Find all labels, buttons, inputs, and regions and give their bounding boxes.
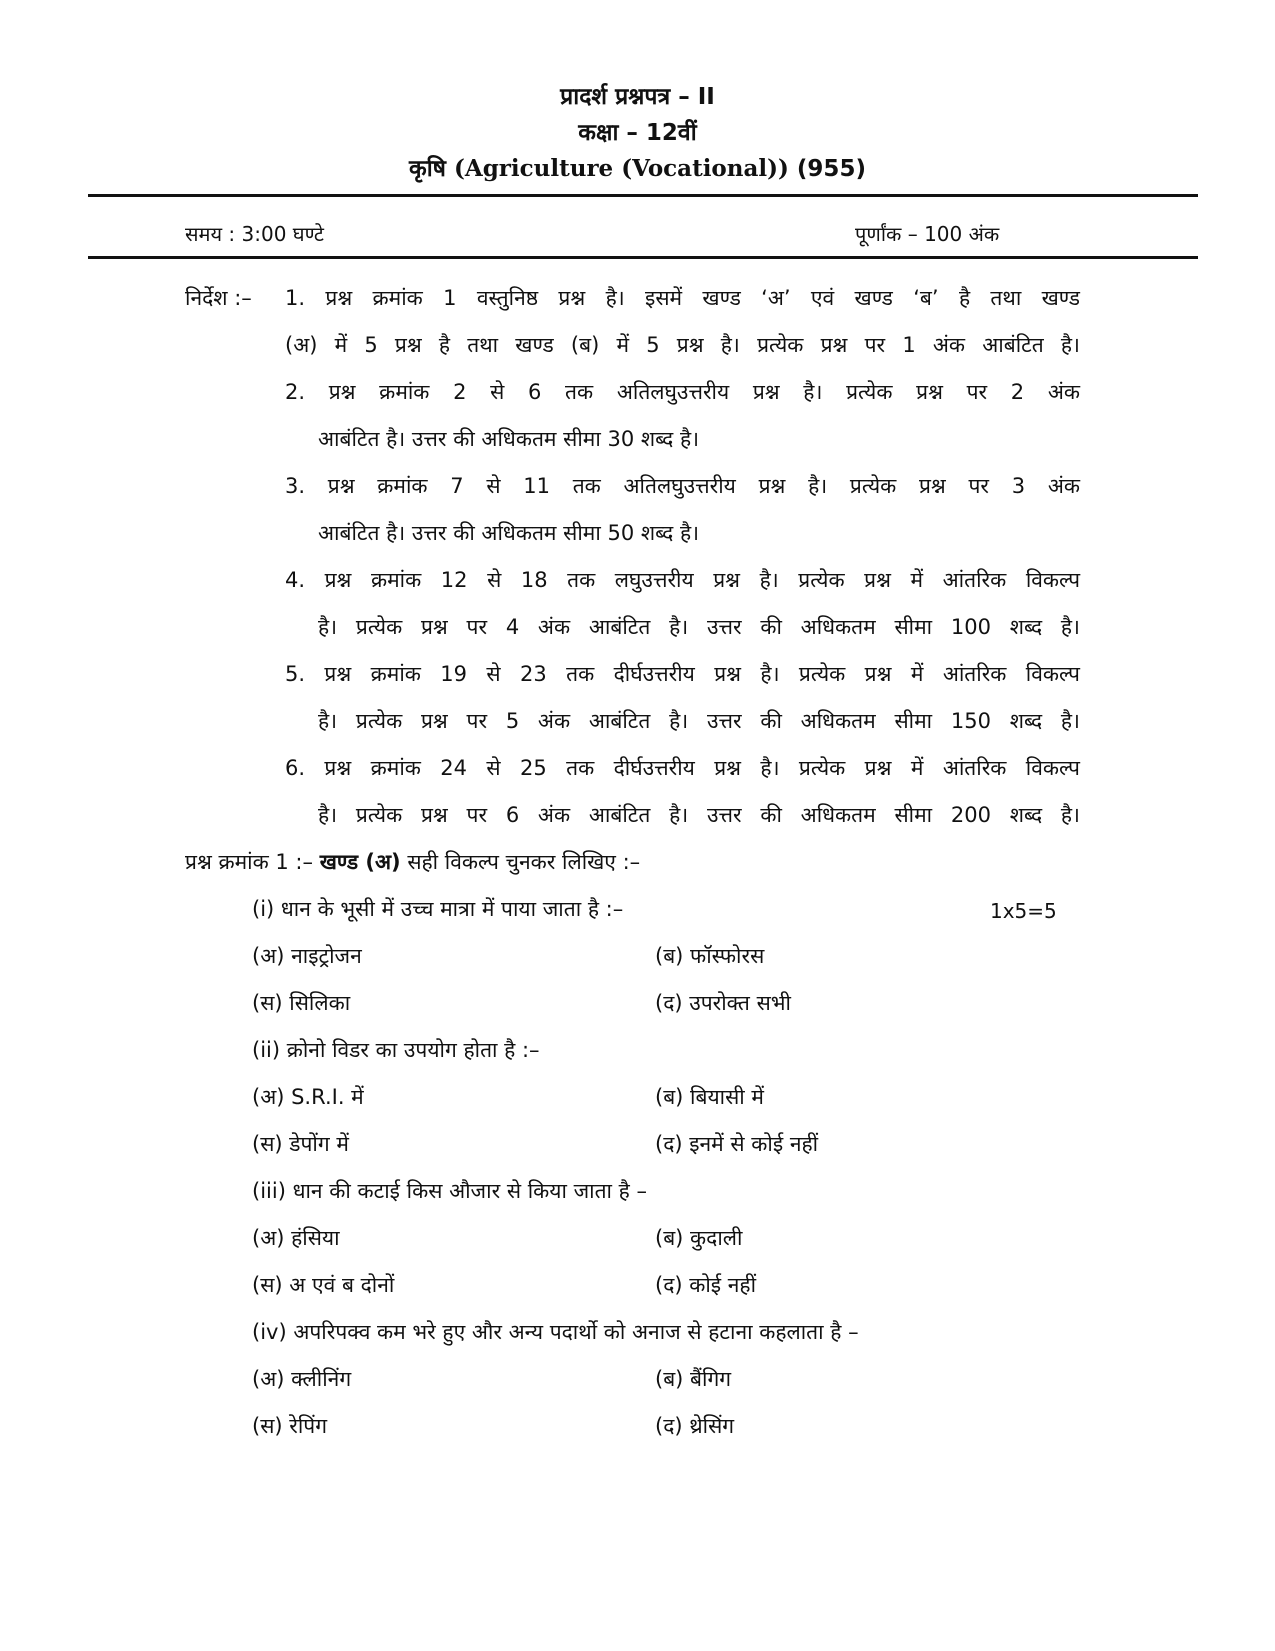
- bottom-rule: [88, 256, 1198, 259]
- instructions-label: निर्देश :–: [185, 286, 252, 310]
- instruction-1-line2: (अ) में 5 प्रश्न है तथा खण्ड (ब) में 5 प्रश्न है। प्रत्येक प्रश्न पर 1 अंक आबंटित है।: [285, 333, 1080, 357]
- q2-option-c: (स) डेपोंग में: [252, 1132, 349, 1156]
- subject-english: (Agriculture (Vocational)): [453, 155, 789, 182]
- q1-option-c: (स) सिलिका: [252, 991, 351, 1015]
- section-prefix: प्रश्न क्रमांक 1 :–: [185, 850, 320, 874]
- question-iii: (iii) धान की कटाई किस औजार से किया जाता है –: [252, 1179, 647, 1203]
- instruction-2-line2: आबंटित है। उत्तर की अधिकतम सीमा 30 शब्द है।: [318, 427, 700, 451]
- instruction-3-line2: आबंटित है। उत्तर की अधिकतम सीमा 50 शब्द है।: [318, 521, 700, 545]
- q1-option-d: (द) उपरोक्त सभी: [655, 991, 791, 1015]
- max-marks: पूर्णांक – 100 अंक: [855, 222, 1000, 246]
- section-marks: 1x5=5: [990, 899, 1057, 923]
- q4-option-c: (स) रेपिंग: [252, 1414, 328, 1438]
- q3-option-c: (स) अ एवं ब दोनों: [252, 1273, 395, 1297]
- paper-title: प्रादर्श प्रश्नपत्र – II: [560, 84, 715, 110]
- instruction-4-line1: 4. प्रश्न क्रमांक 12 से 18 तक लघुउत्तरीय प्रश्न है। प्रत्येक प्रश्न में आंतरिक विकल्प: [285, 568, 1080, 592]
- q3-option-b: (ब) कुदाली: [655, 1226, 743, 1250]
- q4-option-a: (अ) क्लीनिंग: [252, 1367, 352, 1391]
- q1-option-b: (ब) फॉस्फोरस: [655, 944, 765, 968]
- instruction-6-line1: 6. प्रश्न क्रमांक 24 से 25 तक दीर्घउत्तरीय प्रश्न है। प्रत्येक प्रश्न में आंतरिक विकल्प: [285, 756, 1080, 780]
- q2-option-a: (अ) S.R.I. में: [252, 1085, 364, 1109]
- top-rule: [88, 194, 1198, 197]
- subject-code: (955): [796, 156, 866, 182]
- subject-hindi: कृषि: [409, 156, 446, 182]
- q4-option-b: (ब) बैंगिग: [655, 1367, 732, 1391]
- instruction-6-line2: है। प्रत्येक प्रश्न पर 6 अंक आबंटित है। उत्तर की अधिकतम सीमा 200 शब्द है।: [318, 803, 1080, 827]
- instruction-4-line2: है। प्रत्येक प्रश्न पर 4 अंक आबंटित है। उत्तर की अधिकतम सीमा 100 शब्द है।: [318, 615, 1080, 639]
- question-i: (i) धान के भूसी में उच्च मात्रा में पाया जाता है :–: [252, 897, 624, 921]
- subject-title: [0, 154, 1275, 184]
- section-name: खण्ड (अ): [319, 850, 401, 874]
- section-heading: [185, 847, 640, 877]
- instruction-3-line1: 3. प्रश्न क्रमांक 7 से 11 तक अतिलघुउत्तरीय प्रश्न है। प्रत्येक प्रश्न पर 3 अंक: [285, 474, 1080, 498]
- q3-option-d: (द) कोई नहीं: [655, 1273, 757, 1297]
- instruction-2-line1: 2. प्रश्न क्रमांक 2 से 6 तक अतिलघुउत्तरीय प्रश्न है। प्रत्येक प्रश्न पर 2 अंक: [285, 380, 1080, 404]
- question-iv: (iv) अपरिपक्व कम भरे हुए और अन्य पदार्थो को अनाज से हटाना कहलाता है –: [252, 1320, 859, 1344]
- instruction-1-line1: 1. प्रश्न क्रमांक 1 वस्तुनिष्ठ प्रश्न है। इसमें खण्ड ‘अ’ एवं खण्ड ‘ब’ है तथा खण्ड: [285, 286, 1080, 310]
- instruction-5-line2: है। प्रत्येक प्रश्न पर 5 अंक आबंटित है। उत्तर की अधिकतम सीमा 150 शब्द है।: [318, 709, 1080, 733]
- section-suffix: सही विकल्प चुनकर लिखिए :–: [400, 850, 641, 874]
- class-title: कक्षा – 12वीं: [578, 120, 697, 146]
- q2-option-b: (ब) बियासी में: [655, 1085, 764, 1109]
- q2-option-d: (द) इनमें से कोई नहीं: [655, 1132, 819, 1156]
- question-ii: (ii) क्रोनो विडर का उपयोग होता है :–: [252, 1038, 540, 1062]
- q4-option-d: (द) थ्रेसिंग: [655, 1414, 735, 1438]
- time-allowed: समय : 3:00 घण्टे: [185, 222, 324, 246]
- instruction-5-line1: 5. प्रश्न क्रमांक 19 से 23 तक दीर्घउत्तरीय प्रश्न है। प्रत्येक प्रश्न में आंतरिक विकल्प: [285, 662, 1080, 686]
- q3-option-a: (अ) हंसिया: [252, 1226, 340, 1250]
- q1-option-a: (अ) नाइट्रोजन: [252, 944, 362, 968]
